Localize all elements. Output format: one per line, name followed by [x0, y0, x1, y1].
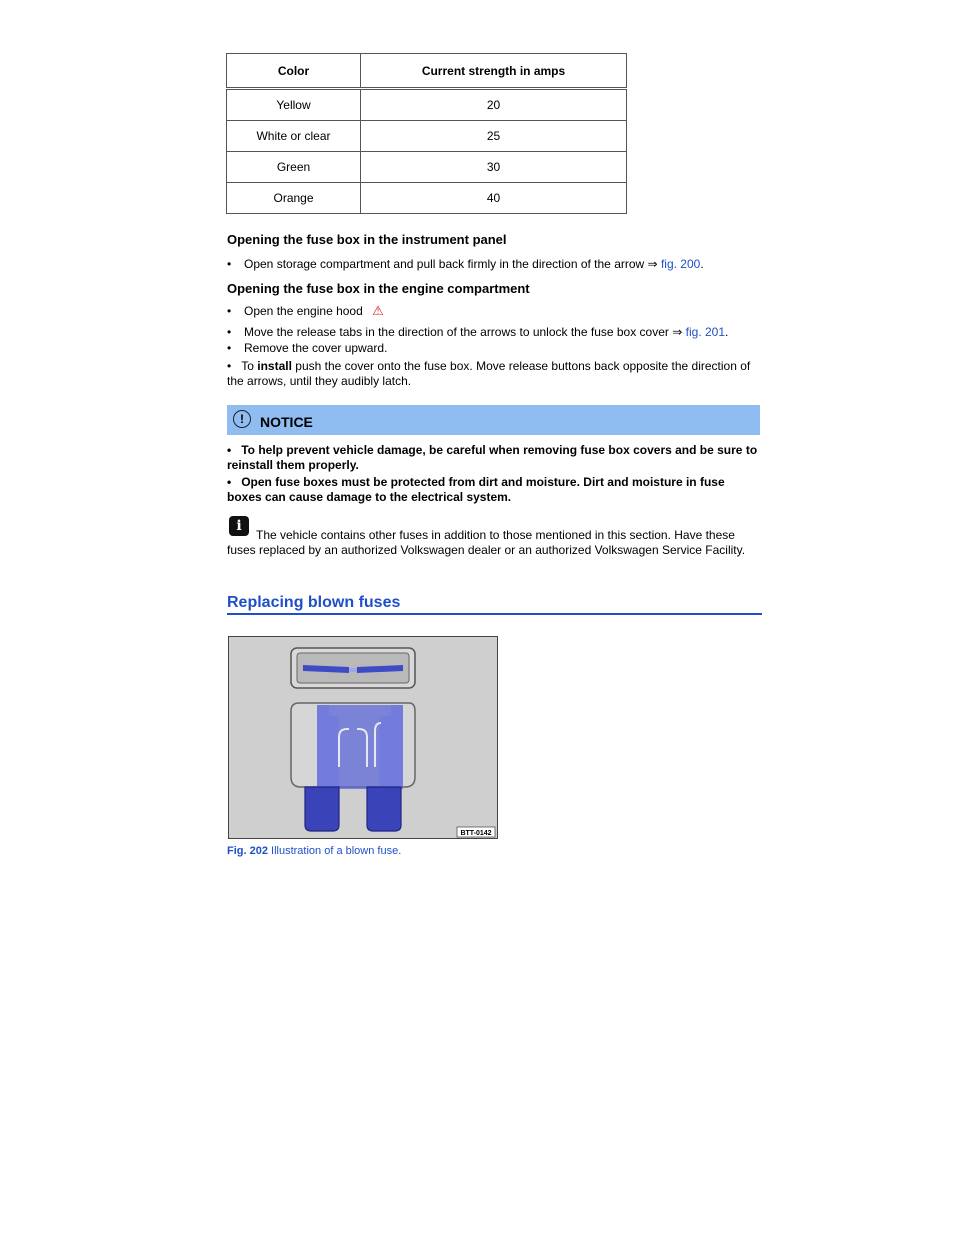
bullet-item: [227, 325, 762, 340]
table-row: [227, 89, 627, 121]
bullet-text: Remove the cover upward.: [244, 341, 388, 355]
notice-exclamation-icon: !: [233, 410, 251, 428]
table-cell-amps: 30: [361, 152, 627, 183]
fuse-color-table: [226, 53, 627, 214]
blown-fuse-illustration: [229, 637, 497, 838]
blown-fuse-figure: [228, 636, 498, 839]
warning-triangle-icon[interactable]: ⚠: [372, 303, 384, 318]
bullet-dot: •: [227, 443, 232, 457]
table-header-amps: Current strength in amps: [361, 54, 627, 89]
figure-code: BTT-0142: [460, 830, 492, 837]
fig-200-link[interactable]: fig. 200: [660, 257, 701, 271]
bullet-text: Move the release tabs in the direction of the arrows to unlock the fuse box cover ⇒: [244, 325, 683, 339]
table-header-color: Color: [227, 54, 361, 89]
heading-instrument-panel: Opening the fuse box in the instrument panel: [227, 232, 507, 247]
bullet-text: Open the engine hood: [244, 304, 363, 318]
bullet-text-bold: install: [257, 359, 292, 373]
bullet-text: Open storage compartment and pull back firmly in the direction of the arrow ⇒: [244, 257, 658, 271]
notice-text: Open fuse boxes must be protected from dirt and moisture. Dirt and moisture in fuse boxes can cause damage to the electrical system.: [227, 475, 725, 504]
table-cell-amps: 40: [361, 183, 627, 214]
table-row: [227, 121, 627, 152]
figure-caption: [227, 845, 401, 857]
bullet-dot: •: [227, 257, 232, 271]
notice-label: NOTICE: [260, 414, 313, 430]
bullet-item: [227, 341, 762, 356]
table-cell-color: Green: [227, 152, 361, 183]
bullet-end: .: [700, 257, 704, 271]
notice-item: [227, 443, 762, 473]
notice-text: To help prevent vehicle damage, be careful when removing fuse box covers and be sure to reinstall them properly.: [227, 443, 758, 472]
bullet-text-pre: To: [241, 359, 254, 373]
heading-engine-compartment: Opening the fuse box in the engine compartment: [227, 281, 530, 296]
table-cell-amps: 25: [361, 121, 627, 152]
bullet-item: [227, 303, 762, 319]
table-cell-color: Orange: [227, 183, 361, 214]
figure-caption-text: Illustration of a blown fuse.: [271, 845, 402, 857]
table-row: [227, 183, 627, 214]
info-icon: i: [229, 516, 249, 536]
figure-caption-number: Fig. 202: [227, 845, 268, 857]
bullet-item: [227, 257, 762, 272]
table-row: [227, 152, 627, 183]
bullet-dot: •: [227, 325, 232, 339]
bullet-dot: •: [227, 341, 232, 355]
bullet-dot: •: [227, 359, 232, 373]
notice-item: [227, 475, 762, 505]
bullet-item: [227, 359, 762, 389]
section-title: Replacing blown fuses: [227, 594, 762, 615]
bullet-text-post: push the cover onto the fuse box. Move release buttons back opposite the direction of the arrows, until they audibly latch.: [227, 359, 751, 388]
table-cell-amps: 20: [361, 89, 627, 121]
bullet-dot: •: [227, 304, 232, 318]
info-text: The vehicle contains other fuses in addition to those mentioned in this section. Have these fuses replaced by an authorized Volkswagen dealer or an authorized Volkswagen Service Facility.: [227, 528, 746, 557]
fig-201-link[interactable]: fig. 201: [685, 325, 726, 339]
bullet-dot: •: [227, 475, 232, 489]
table-cell-color: White or clear: [227, 121, 361, 152]
bullet-end: .: [725, 325, 729, 339]
table-cell-color: Yellow: [227, 89, 361, 121]
notice-bar: [227, 405, 760, 435]
